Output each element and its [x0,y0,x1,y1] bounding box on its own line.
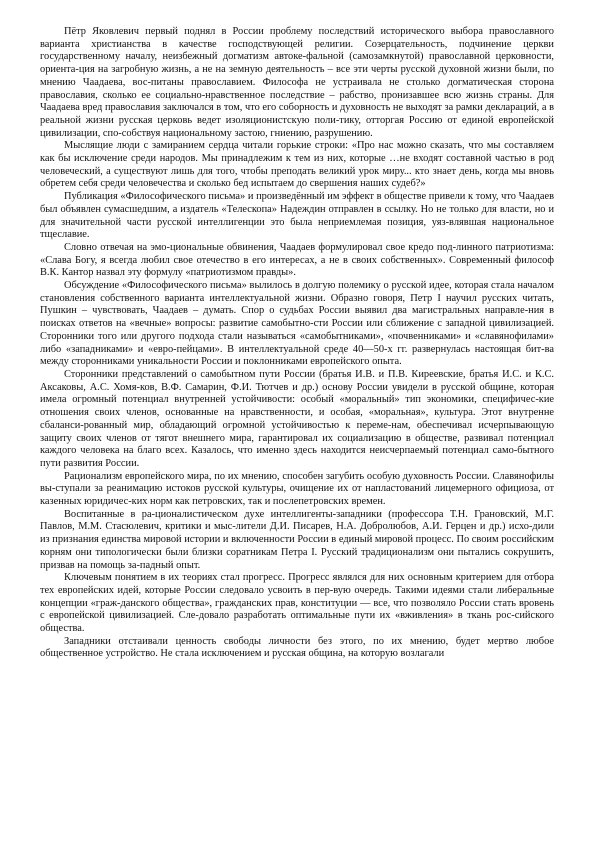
paragraph: Публикация «Философического письма» и произведённый им эффект в обществе привели к тому, что Чаадаев был объявлен сумасшедшим, а издатель «Телескопа» Надеждин отправлен в ссылку. Но не только для власти, но и для значительной части русской интеллигенции это была неприемлемая позиция, уяз-влявшая национальное тщеславие. [40,191,554,241]
paragraph: Обсуждение «Философического письма» вылилось в долгую полемику о русской идее, которая стала началом становления собственного варианта интеллектуальной жизни. Образно говоря, Петр I научил русских читать, Пушкин – чувствовать, Чаадаев – думать. Спор о судьбах России выявил два магистральных направле-ния в поисках ответов на «вечные» вопросы: развитие самобытно-сти России или сближение с западной цивилизацией. Сторонники того или другого подхода стали называться «самобытниками», «почвенниками» и «славянофилами» либо «западниками» и «евро-пейцами». В интеллектуальной среде 40—50-х гг. развернулась настоящая бит-ва между сторонниками уникальности России и поклонниками европейского опыта. [40,280,554,368]
paragraph: Мыслящие люди с замиранием сердца читали горькие строки: «Про нас можно сказать, что мы составляем как бы исключение среди народов. Мы принадлежим к тем из них, которые …не входят составной частью в род человеческий, а существуют лишь для того, чтобы преподать великий урок миру... кто знает день, когда мы вновь обретем себя среди человечества и сколько бед испытаем до свершения наших судеб?» [40,140,554,190]
paragraph: Словно отвечая на эмо-циональные обвинения, Чаадаев формулировал свое кредо под-линного патриотизма: «Слава Богу, я всегда любил свое отечество в его интересах, а не в своих собственных». Современный философ В.К. Кантор назвал эту формулу «патриотизмом правды». [40,241,554,279]
paragraph: Сторонники представлений о самобытном пути России (братья И.В. и П.В. Киреевские, братья И.С. и К.С. Аксаковы, А.С. Хомя-ков, В.Ф. Самарин, Ф.И. Тютчев и др.) основу России увидели в русской общине, которая имела огромный потенциал внутренней устойчивости: особый «моральный» тип экономики, специфичес-кие отношения своих членов, основанные на нравственности, и особая, «моральная», культура. Этот внутренне сбаланси-рованный мир, обладающий огромной устойчивостью к переме-нам, обеспечивал исчерпывающую защиту своих членов от тягот внешнего мира, гарантировал их социализацию в обществе, развивал потенциал каждого человека на благо всех. Казалось, что именно здесь находится неисчерпаемый потенциал само-бытного пути развития России. [40,368,554,469]
paragraph: Западники отстаивали ценность свободы личности без этого, по их мнению, будет мертво любое общественное устройство. Не стала исключением и русская община, на которую возлагали [40,635,554,660]
paragraph: Ключевым понятием в их теориях стал прогресс. Прогресс являлся для них основным критерием для отбора тех европейских идей, которые России следовало усвоить в пер-вую очередь. Такими идеями стали либеральные концепции «граж-данского общества», гражданских прав, конституции — все, что позволяло России стать вровень с европейской цивилизацией. Сле-довало разработать оптимальные пути их «вживления» в ткань рос-сийского общества. [40,572,554,635]
paragraph: Рационализм европейского мира, по их мнению, способен загубить особую духовность России. Славянофилы вы-ступали за реанимацию истоков русской культуры, очищение их от напластований лицемерного официоза, от казенных юридичес-ких норм как петровских, так и послепетровских времен. [40,470,554,508]
paragraph: Пётр Яковлевич первый поднял в России проблему последствий исторического выбора православного варианта христианства в качестве господствующей религии. Созерцательность, подчинение церкви государственному началу, неизбежный догматизм автоке-фальной (самозамкнутой) православной церковности, ориента-ция на загробную жизнь, а не на земную деятельность – все эти черты русской духовной жизни были, по мнению Чаадаева, вос-питаны православием. Философа не устраивала не столько догматическая сторона православия, сколько ее социально-нравственное последствие – рабство, пронизавшее всю жизнь страны. Для Чаадаева вред православия заключался в том, что его соборность и духовность не выходят за рамки деклараций, а в реальной жизни русская церковь ведет изоляционистскую поли-тику, отторгая Россию от единой европейской цивилизации, спо-собствуя национальному застою, гниению, разрушению. [40,26,554,139]
paragraph: Воспитанные в ра-ционалистическом духе интеллигенты-западники (профессора Т.Н. Грановский, М.Г. Павлов, М.М. Стасюлевич, критики и мыс-лители Д.И. Писарев, Н.А. Добролюбов, А.И. Герцен и др.) исхо-дили из признания единства мировой истории и включенности России в единый мировой процесс. По своим российским корням они типологически были близки соратникам Петра I. Русский традиционализм они пытались сокрушить, призвав на помощь за-падный опыт. [40,508,554,571]
